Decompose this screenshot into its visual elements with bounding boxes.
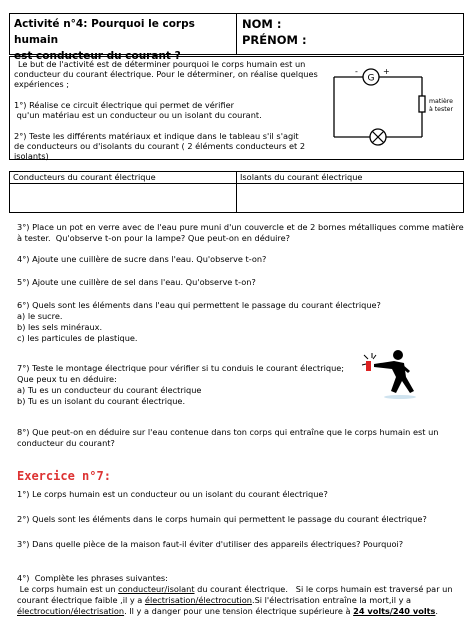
exercise-q4-line-2: courant électrique faible ,il y a électrisation/électrocution.Si l'électrisation entraîne la mort,il y a — [17, 595, 412, 605]
choice-electrocution-electrisation: électrocution/électrisation — [17, 606, 125, 616]
q6-option-b: b) les sels minéraux. — [17, 322, 103, 332]
intro-box — [9, 56, 464, 160]
results-table — [9, 171, 464, 213]
material-label-1: matière — [429, 98, 453, 105]
conductors-column — [10, 172, 237, 212]
q4: 4°) Ajoute une cuillère de sucre dans l'eau. Qu'observe t-on? — [17, 254, 267, 264]
exercise-title: Exercice n°7: — [17, 469, 111, 483]
q3-line-2: à tester. Qu'observe t-on pour la lampe? Que peut-on en déduire? — [17, 233, 290, 243]
generator-icon — [355, 67, 390, 85]
exercise-q3: 3°) Dans quelle pièce de la maison faut-il éviter d'utiliser des appareils électriques? Pourquoi? — [17, 539, 404, 549]
q1-line-2: qu'un matériau est un conducteur ou un isolant du courant. — [14, 110, 262, 120]
q6-option-c: c) les particules de plastique. — [17, 333, 138, 343]
name-fields — [242, 14, 462, 58]
q6-line-1: 6°) Quels sont les éléments dans l'eau qui permettent le passage du courant électrique? — [17, 300, 381, 310]
q7-option-b: b) Tu es un isolant du courant électrique. — [17, 396, 186, 406]
insulators-header: Isolants du courant électrique — [237, 172, 463, 184]
q3-line-1: 3°) Place un pot en verre avec de l'eau pure muni d'un couvercle et de 2 bornes métalliques comme matière — [17, 222, 464, 232]
exercise-q4-title: 4°) Complète les phrases suivantes: — [17, 573, 168, 583]
svg-text:+: + — [383, 67, 390, 76]
activity-title — [10, 14, 237, 62]
title-line-2: est conducteur du courant ? — [14, 50, 181, 62]
title-line-1: Activité n°4: Pourquoi le corps humain — [14, 18, 195, 46]
choice-conducteur-isolant: conducteur/isolant — [118, 584, 195, 594]
choice-electrisation-electrocution: électrisation/électrocution — [144, 595, 252, 605]
q2-line-1: 2°) Teste les différents matériaux et indique dans le tableau s'il s'agit — [14, 131, 299, 141]
exercise-q2: 2°) Quels sont les éléments dans le corps humain qui permettent le passage du courant électrique? — [17, 514, 427, 524]
prenom-label: PRÉNOM : — [242, 33, 307, 47]
q7-line-1: 7°) Teste le montage électrique pour vérifier si tu conduis le courant électrique; — [17, 363, 345, 373]
q8-line-2: conducteur du courant? — [17, 438, 115, 448]
q5: 5°) Ajoute une cuillère de sel dans l'eau. Qu'observe t-on? — [17, 277, 256, 287]
material-label-2: à tester — [429, 106, 453, 113]
exercise-q4-line-1: Le corps humain est un conducteur/isolant du courant électrique. Si le corps humain est traversé par un — [17, 584, 453, 594]
header-box — [9, 13, 464, 62]
q6-option-a: a) le sucre. — [17, 311, 63, 321]
svg-text:G: G — [367, 73, 375, 84]
intro-line-1: Le but de l'activité est de déterminer pourquoi le corps humain est un — [18, 59, 306, 69]
choice-voltage: 24 volts/240 volts — [353, 606, 436, 616]
q2-line-2: de conducteurs ou d'isolants du courant ( 2 éléments conducteurs et 2 — [14, 141, 306, 151]
circuit-diagram — [328, 61, 464, 147]
conductors-header: Conducteurs du courant électrique — [10, 172, 236, 184]
exercise-q4-line-3: électrocution/électrisation. Il y a danger pour une tension électrique supérieure à 24 volts/240 volts. — [17, 606, 439, 616]
electric-shock-person-icon — [360, 347, 420, 403]
lamp-icon — [370, 129, 386, 145]
q2-line-3: isolants) — [14, 151, 49, 161]
svg-text:-: - — [355, 67, 358, 76]
q7-line-2: Que peux tu en déduire: — [17, 374, 117, 384]
exercise-q1: 1°) Le corps humain est un conducteur ou un isolant du courant électrique? — [17, 489, 328, 499]
q7-option-a: a) Tu es un conducteur du courant électrique — [17, 385, 202, 395]
q8-line-1: 8°) Que peut-on en déduire sur l'eau contenue dans ton corps qui entraîne que le corps humain est un — [17, 427, 439, 437]
nom-label: NOM : — [242, 17, 282, 31]
intro-line-2: conducteur du courant électrique. Pour le déterminer, on réalise quelques — [14, 69, 318, 79]
intro-line-3: expériences ; — [14, 79, 70, 89]
insulators-column — [237, 172, 463, 212]
q1-line-1: 1°) Réalise ce circuit électrique qui permet de vérifier — [14, 100, 235, 110]
